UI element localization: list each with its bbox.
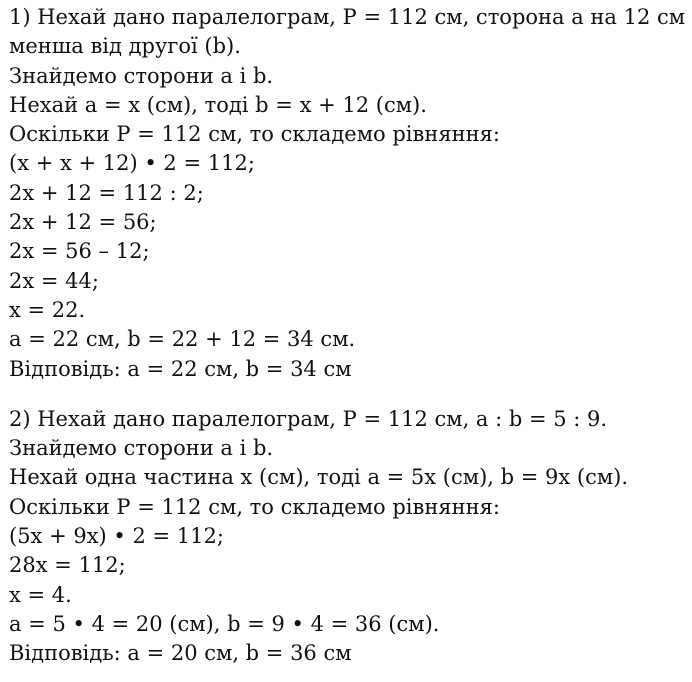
problem-2-equation-step-3: x = 4. [9, 582, 72, 607]
problem-2-let: Нехай одна частина x (см), тоді a = 5x (см), b = 9x (см). [9, 465, 629, 490]
problem-1-equation-step-6: x = 22. [9, 297, 86, 322]
problem-1-sides: a = 22 см, b = 22 + 12 = 34 см. [9, 327, 356, 352]
problem-1-equation-step-2: 2x + 12 = 112 : 2; [9, 180, 204, 205]
problem-1-let: Нехай a = x (см), тоді b = x + 12 (см). [9, 92, 427, 117]
problem-2-sides: a = 5 • 4 = 20 (см), b = 9 • 4 = 36 (см). [9, 611, 440, 636]
problem-1-statement-line-1: 1) Нехай дано паралелограм, P = 112 см, сторона a на 12 см [9, 5, 686, 29]
problem-2-goal: Знайдемо сторони a і b. [9, 436, 274, 461]
solution-document [9, 3, 689, 669]
problem-1 [9, 3, 689, 384]
problem-1-equation-step-4: 2x = 56 – 12; [9, 239, 150, 264]
problem-1-goal: Знайдемо сторони a і b. [9, 63, 274, 88]
problem-2-equation-intro: Оскільки P = 112 см, то складемо рівняння: [9, 494, 500, 519]
problem-2-equation-step-1: (5x + 9x) • 2 = 112; [9, 524, 224, 549]
problem-1-answer: Відповідь: a = 22 см, b = 34 см [9, 356, 352, 381]
problem-2-answer: Відповідь: a = 20 см, b = 36 см [9, 641, 352, 666]
problem-1-statement-line-2: менша від другої (b). [9, 34, 241, 59]
problem-1-equation-step-3: 2x + 12 = 56; [9, 210, 157, 235]
problem-2 [9, 405, 689, 669]
problem-1-equation-step-5: 2x = 44; [9, 268, 99, 293]
problem-2-equation-step-2: 28x = 112; [9, 553, 126, 578]
problem-2-statement: 2) Нехай дано паралелограм, P = 112 см, a : b = 5 : 9. [9, 406, 608, 431]
block-separator [9, 384, 689, 405]
problem-1-equation-step-1: (x + x + 12) • 2 = 112; [9, 151, 255, 176]
problem-1-equation-intro: Оскільки P = 112 см, то складемо рівняння: [9, 122, 500, 147]
